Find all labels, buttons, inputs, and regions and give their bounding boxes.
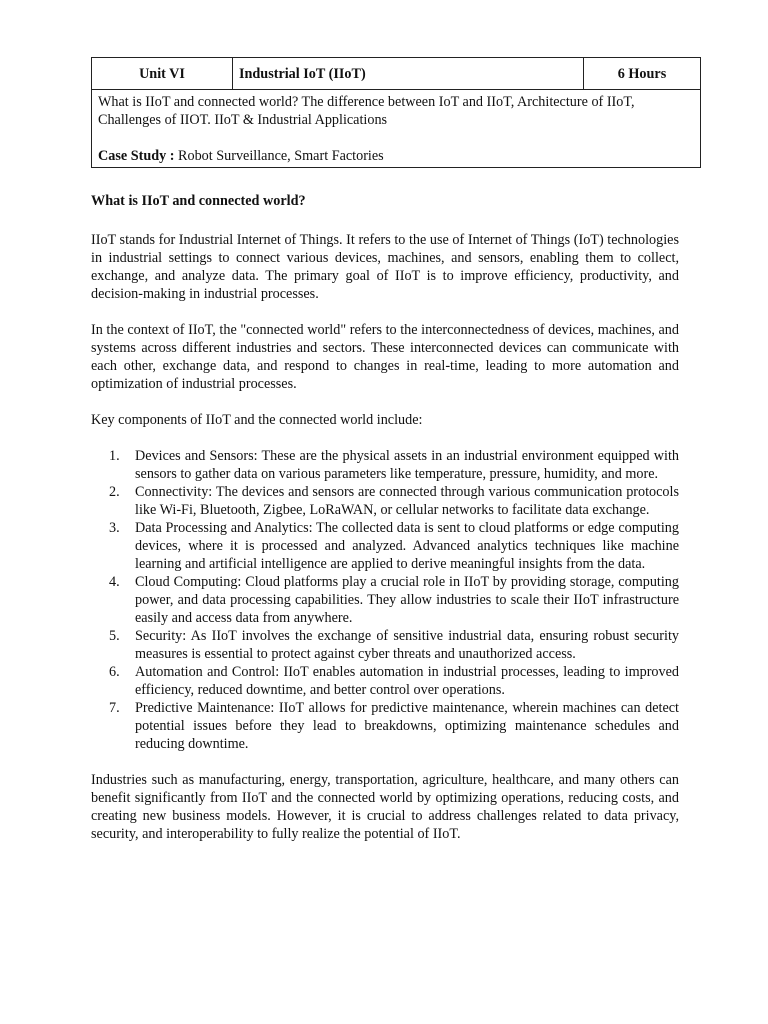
case-study-line (98, 147, 694, 165)
list-item-number: 4. (109, 574, 120, 590)
list-item-text: Connectivity: The devices and sensors are connected through various communication protocols like Wi-Fi, Bluetooth, Zigbee, LoRaWAN, or cellular networks to facilitate data exchange. (135, 484, 679, 518)
list-item (91, 573, 679, 627)
list-item (91, 663, 679, 699)
case-study-text: Robot Surveillance, Smart Factories (174, 148, 384, 164)
list-item-text: Devices and Sensors: These are the physical assets in an industrial environment equipped with sensors to gather data on various parameters like temperature, pressure, humidity, and more. (135, 448, 679, 482)
unit-number: Unit VI (92, 58, 233, 90)
paragraph-key-components-intro: Key components of IIoT and the connected world include: (91, 412, 423, 428)
list-item (91, 699, 679, 753)
list-item-text: Predictive Maintenance: IIoT allows for predictive maintenance, wherein machines can detect potential issues before they lead to breakdowns, optimizing maintenance schedules and reducing downtime. (135, 700, 679, 752)
key-components-list (91, 447, 679, 753)
list-item (91, 627, 679, 663)
paragraph-connected-world: In the context of IIoT, the "connected world" refers to the interconnectedness of devices, machines, and systems across different industries and sectors. These interconnected devices can communicate with each other, exchange data, and respond to changes in real-time, leading to more automation and optimization of industrial processes. (91, 322, 679, 392)
case-study-label: Case Study : (98, 148, 175, 164)
document-body (91, 192, 679, 861)
section-heading: What is IIoT and connected world? (91, 193, 306, 209)
list-item (91, 483, 679, 519)
syllabus-cell (92, 90, 701, 168)
unit-table-header-row (92, 58, 701, 90)
unit-table-syllabus-row (92, 90, 701, 168)
paragraph-iiot-definition: IIoT stands for Industrial Internet of Things. It refers to the use of Internet of Things (IoT) technologies in industrial settings to connect various devices, machines, and sensors, enabling them to collect, exchange, and analyze data. The primary goal of IIoT is to improve efficiency, productivity, and decision-making in industrial processes. (91, 232, 679, 302)
list-item (91, 519, 679, 573)
unit-hours: 6 Hours (584, 58, 701, 90)
list-item-number: 7. (109, 700, 120, 716)
list-item-number: 2. (109, 484, 120, 500)
list-item-text: Data Processing and Analytics: The collected data is sent to cloud platforms or edge computing devices, where it is processed and analyzed. Advanced analytics techniques like machine learning and artificial intelligence are applied to derive meaningful insights from the data. (135, 520, 679, 572)
unit-title: Industrial IoT (IIoT) (233, 58, 584, 90)
list-item-number: 3. (109, 520, 120, 536)
list-item-text: Cloud Computing: Cloud platforms play a crucial role in IIoT by providing storage, computing power, and data processing capabilities. They allow industries to scale their IIoT infrastructure easily and access data from anywhere. (135, 574, 679, 626)
unit-table (91, 57, 701, 168)
list-item-text: Security: As IIoT involves the exchange of sensitive industrial data, ensuring robust security measures is essential to protect against cyber threats and unauthorized access. (135, 628, 679, 662)
list-item (91, 447, 679, 483)
list-item-number: 1. (109, 448, 120, 464)
list-item-text: Automation and Control: IIoT enables automation in industrial processes, leading to improved efficiency, reduced downtime, and better control over operations. (135, 664, 679, 698)
list-item-number: 6. (109, 664, 120, 680)
list-item-number: 5. (109, 628, 120, 644)
syllabus-topics: What is IIoT and connected world? The difference between IoT and IIoT, Architecture of IIoT, Challenges of IIOT. IIoT & Industrial Applications (98, 94, 635, 128)
paragraph-industries-benefit: Industries such as manufacturing, energy, transportation, agriculture, healthcare, and many others can benefit significantly from IIoT and the connected world by optimizing operations, reducing costs, and creating new business models. However, it is crucial to address challenges related to data privacy, security, and interoperability to fully realize the potential of IIoT. (91, 772, 679, 842)
